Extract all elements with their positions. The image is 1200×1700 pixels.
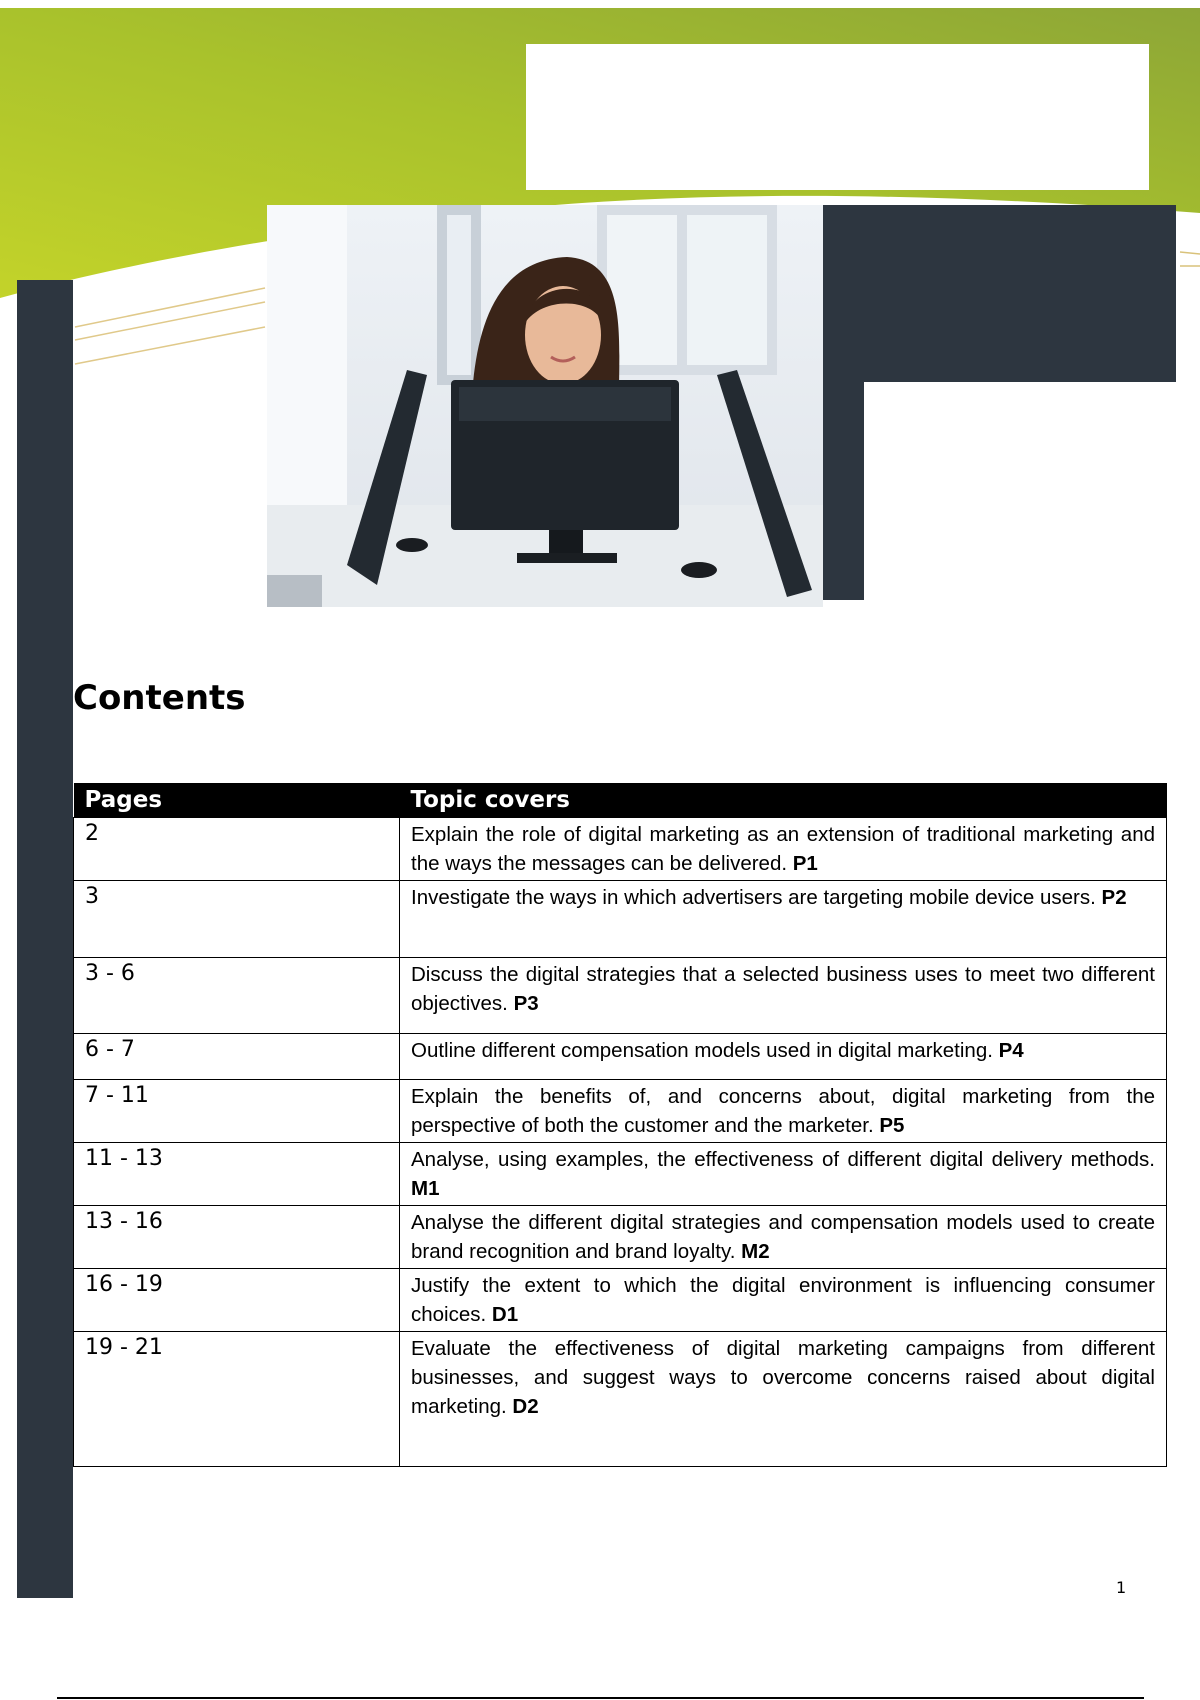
dark-vertical-strip (822, 205, 864, 600)
pages-cell: 11 - 13 (74, 1143, 400, 1206)
criteria-code: P5 (879, 1114, 905, 1137)
topic-cell (400, 1269, 1167, 1332)
criteria-code: M1 (411, 1177, 440, 1200)
table-row (74, 1269, 1167, 1332)
topic-cell (400, 1034, 1167, 1080)
table-row (74, 1206, 1167, 1269)
table-header-row (74, 783, 1167, 818)
topic-text: Analyse, using examples, the effectiveness of different digital delivery methods. (411, 1148, 1155, 1171)
topic-cell (400, 1206, 1167, 1269)
topic-cell (400, 958, 1167, 1034)
topic-text: Justify the extent to which the digital environment is influencing consumer choices. (411, 1274, 1155, 1326)
pages-column-header: Pages (74, 783, 400, 818)
topic-text: Evaluate the effectiveness of digital marketing campaigns from different businesses, and suggest ways to overcome concerns raised about digital marketing. (411, 1337, 1155, 1418)
criteria-code: P2 (1101, 886, 1127, 909)
table-row (74, 958, 1167, 1034)
table-row (74, 1034, 1167, 1080)
topic-text: Discuss the digital strategies that a selected business uses to meet two different objectives. (411, 963, 1155, 1015)
table-row (74, 881, 1167, 958)
criteria-code: M2 (741, 1240, 770, 1263)
criteria-code: P4 (998, 1039, 1024, 1062)
topic-text: Investigate the ways in which advertisers are targeting mobile device users. (411, 886, 1096, 909)
contents-table (73, 783, 1167, 1467)
topic-cell (400, 1332, 1167, 1467)
table-row (74, 1080, 1167, 1143)
topic-text: Outline different compensation models used in digital marketing. (411, 1039, 993, 1062)
pages-cell: 3 (74, 881, 400, 958)
contents-heading: Contents (73, 678, 246, 718)
decorative-lines (70, 280, 270, 370)
topic-cell (400, 818, 1167, 881)
page-number: 1 (1116, 1578, 1127, 1597)
pages-cell: 19 - 21 (74, 1332, 400, 1467)
pages-cell: 6 - 7 (74, 1034, 400, 1080)
topic-text: Explain the role of digital marketing as an extension of traditional marketing and the ways the messages can be delivered. (411, 823, 1155, 875)
pages-cell: 7 - 11 (74, 1080, 400, 1143)
left-sidebar-bar (17, 280, 73, 1598)
pages-cell: 16 - 19 (74, 1269, 400, 1332)
criteria-code: P3 (513, 992, 539, 1015)
title-placeholder-box (526, 44, 1149, 190)
topic-cell (400, 1080, 1167, 1143)
pages-cell: 13 - 16 (74, 1206, 400, 1269)
topic-cell (400, 1143, 1167, 1206)
hero-photo (267, 205, 823, 607)
footer-rule (57, 1697, 1144, 1699)
table-row (74, 818, 1167, 881)
dark-corner-block (822, 205, 1176, 382)
topic-text: Explain the benefits of, and concerns about, digital marketing from the perspective of both the customer and the marketer. (411, 1085, 1155, 1137)
criteria-code: D2 (512, 1395, 539, 1418)
topic-column-header: Topic covers (400, 783, 1167, 818)
table-row (74, 1143, 1167, 1206)
topic-cell (400, 881, 1167, 958)
criteria-code: D1 (491, 1303, 519, 1326)
woman-at-computer-icon (267, 205, 823, 607)
topic-text: Analyse the different digital strategies and compensation models used to create brand recognition and brand loyalty. (411, 1211, 1155, 1263)
pages-cell: 2 (74, 818, 400, 881)
criteria-code: P1 (792, 852, 818, 875)
table-row (74, 1332, 1167, 1467)
pages-cell: 3 - 6 (74, 958, 400, 1034)
